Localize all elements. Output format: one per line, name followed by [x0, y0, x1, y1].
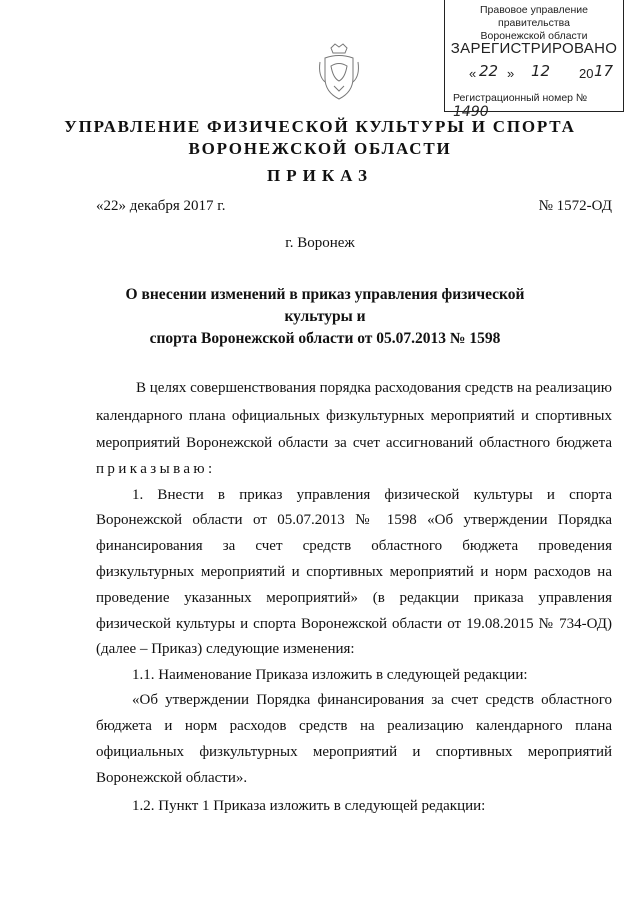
body-line: Воронежской области». [96, 770, 248, 786]
stamp-org-line2: Воронежской области [480, 30, 588, 42]
stamp-reg-number: 1490 [453, 104, 489, 120]
subject-line1: О внесении изменений в приказ управления физической культуры и [125, 286, 525, 325]
body-line: календарного плана официальных физкультурных мероприятий и спортивных [96, 408, 612, 424]
stamp-quote-close: » [507, 66, 515, 81]
body-line: 1.2. Пункт 1 Приказа изложить в следующей редакции: [132, 798, 486, 814]
body-line: (далее – Приказ) следующие изменения: [96, 641, 355, 657]
stamp-date [445, 62, 623, 84]
body-line: проведение указанных мероприятий» (в редакции приказа управления [96, 590, 612, 606]
body-line: бюджета и норм расходов средств на реализацию календарного плана [96, 718, 612, 734]
order-date: «22» декабря 2017 г. [96, 198, 226, 214]
stamp-org-line1: Правовое управление правительства [479, 4, 588, 29]
body-line: приказываю: [96, 461, 216, 477]
subject-line2: спорта Воронежской области от 05.07.2013 № 1598 [149, 330, 501, 347]
coat-of-arms-icon [316, 42, 362, 104]
body-line: официальных физкультурных мероприятий и спортивных мероприятий [96, 744, 612, 760]
stamp-quote-open: « [469, 66, 477, 81]
body-line: финансирования за счет средств областного бюджета проведения [96, 538, 612, 554]
city: г. Воронеж [285, 235, 355, 251]
body-line: 1. Внести в приказ управления физической культуры и спорта [132, 487, 612, 503]
stamp-date-year-suffix: 17 [594, 62, 614, 80]
stamp-date-day: 22 [479, 62, 499, 80]
body-line: «Об утверждении Порядка финансирования за счет средств областного [132, 692, 612, 708]
stamp-registered-label: ЗАРЕГИСТРИРОВАНО [450, 40, 618, 57]
order-number: № 1572-ОД [538, 198, 612, 214]
stamp-date-month: 12 [531, 62, 551, 80]
department-title-line1: УПРАВЛЕНИЕ ФИЗИЧЕСКОЙ КУЛЬТУРЫ И СПОРТА [64, 117, 576, 136]
body-line: 1.1. Наименование Приказа изложить в следующей редакции: [132, 667, 528, 683]
stamp-reg-label: Регистрационный номер № [453, 92, 588, 104]
body-line: Воронежской области от 05.07.2013 № 1598 «Об утверждении Порядка [96, 512, 612, 528]
body-line: физической культуры и спорта Воронежской области от 19.08.2015 № 734-ОД) [96, 616, 612, 632]
body-line: физкультурных мероприятий и спортивных мероприятий и норм расходов на [96, 564, 612, 580]
order-subject [90, 284, 560, 350]
document-type: ПРИКАЗ [267, 166, 373, 185]
stamp-date-year-prefix: 20 [579, 66, 594, 81]
stamp-organization [445, 4, 623, 43]
body-line: В целях совершенствования порядка расходования средств на реализацию [136, 380, 612, 396]
body-line: мероприятий Воронежской области за счет ассигнований областного бюджета [96, 435, 612, 451]
registration-stamp [444, 0, 624, 120]
department-title-line2: ВОРОНЕЖСКОЙ ОБЛАСТИ [188, 139, 452, 158]
